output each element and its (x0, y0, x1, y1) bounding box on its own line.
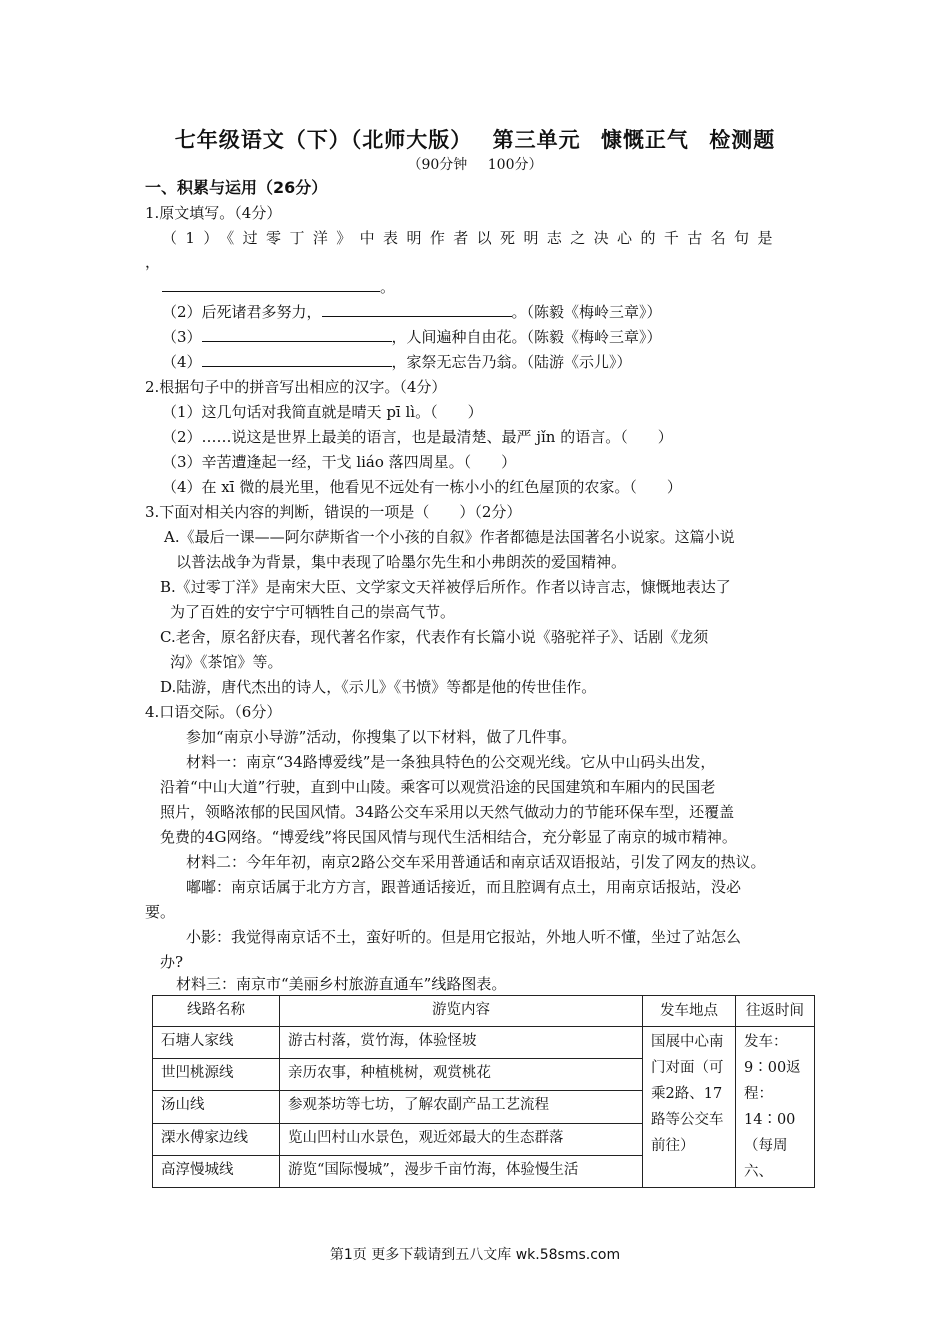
period: 。 (380, 278, 396, 296)
route-content: 亲历农事，种植桃树，观赏桃花 (280, 1059, 643, 1091)
question-1-item-3 (162, 326, 662, 348)
title-part: 慷慨正气 (600, 128, 689, 152)
option-a-cont: 以普法战争为背景，集中表现了哈墨尔先生和小弗朗茨的爱国精神。 (176, 553, 627, 571)
option-b-cont: 为了百姓的安宁宁可牺牲自己的崇高气节。 (170, 603, 456, 621)
question-4-intro: 参加“南京小导游”活动，你搜集了以下材料，做了几件事。 (186, 728, 577, 746)
option-d: D.陆游，唐代杰出的诗人，《示儿》《书愤》等都是他的传世佳作。 (160, 678, 597, 696)
material-1-cont: 照片，领略浓郁的民国风情。34路公交车采用以天然气做动力的节能环保车型，还覆盖 (160, 803, 735, 821)
table-header-row (153, 996, 815, 1027)
table-header-cell: 发车地点 (643, 996, 736, 1027)
table-header-cell: 线路名称 (153, 996, 280, 1027)
route-name: 溧水傅家边线 (153, 1123, 280, 1155)
page-footer: 第1页 更多下载请到五八文库 wk.58sms.com (329, 1247, 621, 1263)
answer-blank[interactable] (202, 327, 392, 342)
question-1-item-1-answer (162, 276, 395, 298)
answer-blank[interactable] (162, 277, 380, 292)
question-1-item-1-comma: ， (145, 253, 161, 271)
item-prefix: （3） (162, 328, 202, 346)
departure-location: 国展中心南门对面（可乘2路、17路等公交车前往） (643, 1027, 736, 1188)
round-trip-time: 发车：9∶00返程：14∶00（每周六、 (736, 1027, 815, 1188)
question-1-item-1: （1）《过零丁洋》中表明作者以死明志之决心的千古名句是 (162, 229, 781, 247)
material-1-cont: 沿着“中山大道”行驶，直到中山陵。乘客可以观赏沿途的民国建筑和车厢内的民国老 (160, 778, 716, 796)
material-1-cont: 免费的4G网络。“博爱线”将民国风情与现代生活相结合，充分彰显了南京的城市精神。 (160, 828, 737, 846)
item-suffix: ，人间遍种自由花。（陈毅《梅岭三章》） (391, 328, 662, 346)
question-2-stem: 2.根据句子中的拼音写出相应的汉字。（4分） (145, 378, 447, 396)
option-c-cont: 沟》《茶馆》等。 (170, 653, 283, 671)
dialogue-dudu-cont: 要。 (145, 903, 176, 921)
route-name: 世凹桃源线 (153, 1059, 280, 1091)
route-content: 参观茶坊等七坊，了解农副产品工艺流程 (280, 1091, 643, 1123)
subtitle-part: 100分） (487, 157, 543, 173)
material-3: 材料三：南京市“美丽乡村旅游直通车”线路图表。 (176, 975, 507, 993)
table-header-cell: 往返时间 (736, 996, 815, 1027)
question-4-stem: 4.口语交际。（6分） (145, 703, 282, 721)
route-content: 游览“国际慢城”，漫步千亩竹海，体验慢生活 (280, 1155, 643, 1187)
question-1-item-2 (162, 301, 662, 323)
table-header-cell: 游览内容 (280, 996, 643, 1027)
question-2-item: （2）……说这是世界上最美的语言，也是最清楚、最严 jǐn 的语言。（ ） (162, 428, 673, 446)
question-1-stem: 1.原文填写。（4分） (145, 204, 282, 222)
section-heading: 一、积累与运用（26分） (145, 178, 328, 197)
question-3-stem: 3.下面对相关内容的判断，错误的一项是（ ）（2分） (145, 503, 522, 521)
material-2: 材料二：今年年初，南京2路公交车采用普通话和南京话双语报站，引发了网友的热议。 (186, 853, 766, 871)
option-a: A.《最后一课——阿尔萨斯省一个小孩的自叙》作者都德是法国著名小说家。这篇小说 (164, 528, 735, 546)
question-2-item: （1）这几句话对我简直就是晴天 pī lì。（ ） (162, 403, 483, 421)
route-name: 高淳慢城线 (153, 1155, 280, 1187)
route-table (152, 995, 815, 1188)
route-content: 游古村落，赏竹海，体验怪坡 (280, 1027, 643, 1059)
question-2-item: （3）辛苦遭逢起一经，干戈 liáo 落四周星。（ ） (162, 453, 517, 471)
route-name: 石塘人家线 (153, 1027, 280, 1059)
page-subtitle (0, 154, 950, 174)
answer-blank[interactable] (202, 352, 392, 367)
item-suffix: ，家祭无忘告乃翁。（陆游《示儿》） (391, 353, 632, 371)
title-part: 检测题 (709, 128, 776, 152)
route-name: 汤山线 (153, 1091, 280, 1123)
dialogue-xiaoying-cont: 办? (160, 953, 184, 971)
route-content: 览山凹村山水景色，观近郊最大的生态群落 (280, 1123, 643, 1155)
material-1: 材料一：南京“34路博爱线”是一条独具特色的公交观光线。它从中山码头出发， (186, 753, 716, 771)
answer-blank[interactable] (322, 302, 512, 317)
option-c: C.老舍，原名舒庆春，现代著名作家，代表作有长篇小说《骆驼祥子》、话剧《龙须 (160, 628, 709, 646)
title-part: 七年级语文（下）（北师大版） (174, 128, 473, 152)
subtitle-part: （90分钟 (407, 157, 468, 173)
item-prefix: （2）后死诸君多努力， (162, 303, 322, 321)
page-title (0, 124, 950, 154)
title-part: 第三单元 (492, 128, 581, 152)
question-2-item: （4）在 xī 微的晨光里，他看见不远处有一栋小小的红色屋顶的农家。（ ） (162, 478, 682, 496)
option-b: B.《过零丁洋》是南宋大臣、文学家文天祥被俘后所作。作者以诗言志，慷慨地表达了 (160, 578, 731, 596)
dialogue-xiaoying: 小影：我觉得南京话不土，蛮好听的。但是用它报站，外地人听不懂，坐过了站怎么 (186, 928, 742, 946)
dialogue-dudu: 嘟嘟：南京话属于北方方言，跟普通话接近，而且腔调有点土，用南京话报站，没必 (186, 878, 742, 896)
item-suffix: 。（陈毅《梅岭三章》） (511, 303, 662, 321)
table-row (153, 1027, 815, 1059)
item-prefix: （4） (162, 353, 202, 371)
question-1-item-4 (162, 351, 632, 373)
